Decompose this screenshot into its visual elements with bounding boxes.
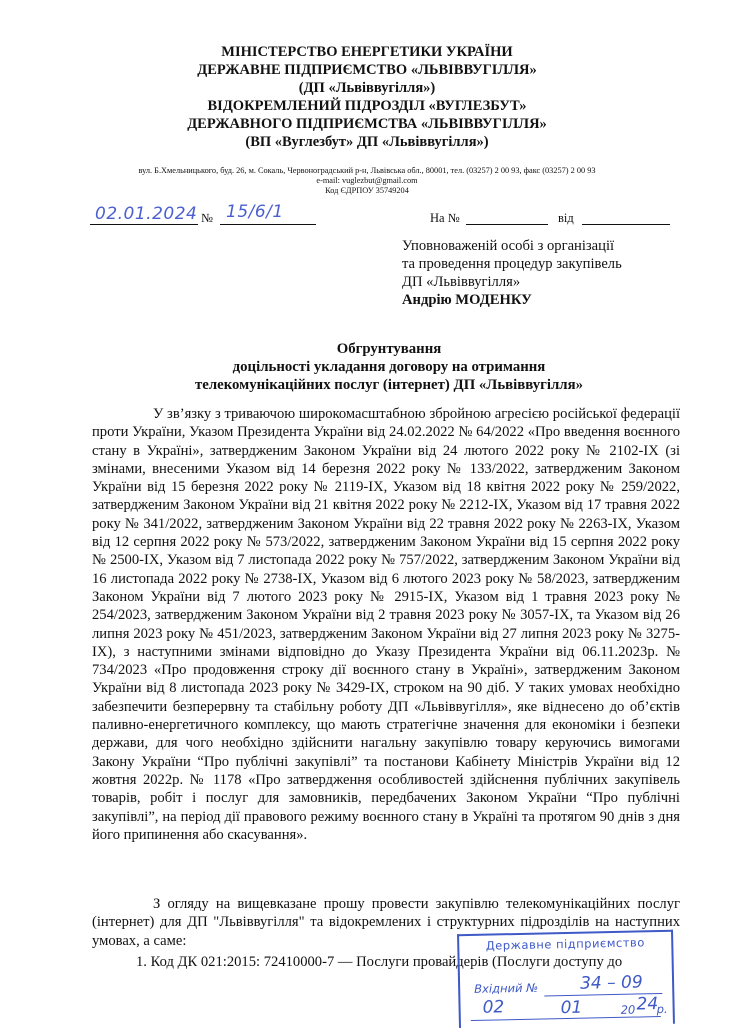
document-title: Обгрунтування (336, 341, 442, 357)
edrpou-code: Код ЄДРПОУ 35749204 (325, 186, 409, 195)
recipient-line: ДП «Львіввугілля» (402, 274, 521, 290)
header-line-division: ВІДОКРЕМЛЕНИЙ ПІДРОЗДІЛ «ВУГЛЕЗБУТ» (207, 98, 527, 114)
stamp-incoming-label: Вхідний № (474, 980, 539, 996)
incoming-from-label: від (558, 211, 574, 225)
stamp-title: Державне підприємство (485, 935, 645, 953)
incoming-number-label: На № (430, 211, 460, 225)
document-subtitle-line: телекомунікаційних послуг (інтернет) ДП «Львіввугілля» (195, 377, 583, 393)
stamp-day: 02 (482, 997, 505, 1018)
stamp-incoming-number: 34 – 09 (579, 972, 643, 994)
recipient-block (402, 237, 622, 309)
stamp-year-unit: р. (656, 1001, 668, 1017)
recipient-line: та проведення процедур закупівель (402, 256, 622, 272)
email-line: e-mail: vuglezbut@gmail.com (316, 176, 418, 185)
stamp-year-prefix: 20 (620, 1002, 636, 1017)
outgoing-date-underline (90, 224, 198, 225)
header-line-division-short: (ВП «Вуглезбут» ДП «Львіввугілля») (245, 134, 489, 150)
outgoing-number-sign: № (201, 211, 213, 225)
list-item: 1. Код ДК 021:2015: 72410000-7 — Послуги провайдерів (Послуги доступу до (136, 954, 623, 970)
address-line: вул. Б.Хмельницького, буд. 26, м. Сокаль, Червоноградський р-н, Львівська обл., 80001, тел. (03257) 2 00 93, факс (03257) 2 00 93 (138, 166, 596, 175)
outgoing-date: 02.01.2024 (95, 204, 198, 224)
stamp-month: 01 (560, 997, 583, 1019)
header-line-division-parent: ДЕРЖАВНОГО ПІДПРИЄМСТВА «ЛЬВІВВУГІЛЛЯ» (187, 116, 547, 132)
header-line-enterprise: ДЕРЖАВНЕ ПІДПРИЄМСТВО «ЛЬВІВВУГІЛЛЯ» (197, 62, 537, 78)
incoming-number-field (466, 224, 548, 225)
header-line-enterprise-short: (ДП «Львіввугілля») (298, 80, 436, 96)
document-subtitle-line: доцільності укладання договору на отримання (232, 359, 546, 375)
recipient-line: Уповноваженій особі з організації (402, 238, 615, 254)
outgoing-number: 15/6/1 (226, 202, 284, 222)
recipient-name: Андрію МОДЕНКУ (402, 292, 532, 308)
incoming-date-field (582, 224, 670, 225)
header-line-ministry: МІНІСТЕРСТВО ЕНЕРГЕТИКИ УКРАЇНИ (221, 44, 513, 60)
stamp-year-suffix: 24 (636, 994, 659, 1015)
request-paragraph: З огляду на вищевказане прошу провести закупівлю телекомунікаційних послуг (інтернет) для ДП "Львіввугілля" та відокремлених і структурних підрозділів на наступних умовах, а саме: (92, 896, 680, 949)
outgoing-number-underline (220, 224, 316, 225)
justification-paragraph: У зв’язку з триваючою широкомасштабною збройною агресією російської федерації проти України, Указом Президента України від 24.02.2022 № 64/2022 «Про введення воєнного стану в Україні», затвердженим Законом України від 24 лютого 2022 року № 2102-IX (зі змінами, внесеними Указом від 14 березня 2022 року № 133/2022, затвердженим Законом України від 15 березня 2022 року № 2119-IX, Указом від 18 квітня 2022 року № 259/2022, затвердженим Законом України від 21 квітня 2022 року № 2212-IX, Указом від 17 травня 2022 року № 341/2022, затвердженим Законом України від 22 травня 2022 року № 2263-IX, Указом від 12 серпня 2022 року № 573/2022, затвердженим Законом України від 15 серпня 2022 року № 2500-IX, Указом від 7 листопада 2022 року № 757/2022, затвердженим Законом України від 16 листопада 2022 року № 2738-IX, Указом від 6 лютого 2023 року № 58/2023, затвердженим Законом України від 7 лютого 2023 року № 2915-IX, Указом від 1 травня 2023 року № 254/2023, затвердженим Законом України від 2 травня 2023 року № 3057-IX, та Указом від 26 липня 2023 року № 451/2023, затвердженим Законом України від 27 липня 2023 року № 3275-IX), з наступними змінами відповідно до Указу Президента України від 06.11.2023р. № 734/2023 «Про продовження строку дії воєнного стану в Україні», затвердженим Законом України від 8 листопада 2023 року № 3429-IX, строком на 90 діб. У таких умовах необхідно забезпечити безперервну та стабільну роботу ДП «Львіввугілля», яке віднесено до об’єктів паливно-енергетичного комплексу, що мають стратегічне значення для економіки і безпеки держави, для чого необхідно здійснити нагальну закупівлю товару керуючись вимогами Закону України “Про публічні закупівлі” та постанови Кабінету Міністрів України від 12 жовтня 2022р. № 1178 «Про затвердження особливостей здійснення публічних закупівель товарів, робіт і послуг для замовників, передбачених Законом України “Про публічні закупівлі”, на період дії правового режиму воєнного стану в Україні та протягом 90 днів з дня його припинення або скасування». (92, 406, 680, 843)
incoming-registration-stamp (457, 930, 675, 1028)
